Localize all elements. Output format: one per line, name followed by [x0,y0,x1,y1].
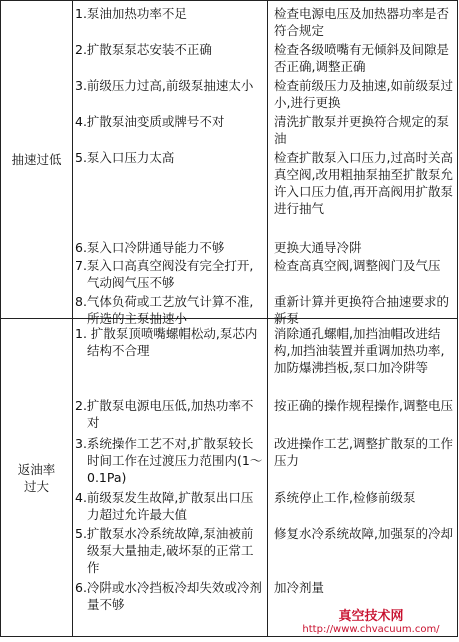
watermark-title: 真空技术网 [338,609,404,624]
remedy-item: 重新计算并更换符合抽速要求的新泵 [274,294,450,326]
remedy-item: 清洗扩散泵并更换符合规定的泵油 [274,114,450,146]
cause-cell [73,1,268,326]
cause-item: 4.前级泵发生故障,扩散泵出口压力超过允许最大值 [75,490,254,522]
remedy-item: 改进操作工艺,调整扩散泵的工作压力 [274,436,453,468]
category-label: 抽速过低 [11,152,62,167]
cause-item: 2.扩散泵电源电压低,加热功率不对 [75,398,254,430]
cause-item: 1. 扩散泵顶喷嘴螺帽松动,泵芯内结构不合理 [75,326,258,358]
table-row-backstreaming [1,319,458,637]
remedy-item: 加冷剂量 [274,580,325,595]
cause-item: 3.系统操作工艺不对,扩散泵较长时间工作在过渡压力范围内(1～0.1Pa) [75,436,263,485]
cause-item: 2.扩散泵泵芯安装不正确 [75,42,212,57]
remedy-cell [268,319,458,637]
cause-item: 6.泵入口冷阱通导能力不够 [75,240,225,255]
cause-item: 5.扩散泵水冷系统故障,泵油被前级泵大量抽走,破坏泵的正常工作 [75,526,254,575]
cause-item: 8.气体负荷或工艺放气计算不准,所选的主泵抽速小 [75,294,254,326]
cause-item: 6.冷阱或水冷挡板冷却失效或冷剂量不够 [75,580,262,612]
category-cell [1,1,73,319]
remedy-item: 按正确的操作规程操作,调整电压 [274,398,453,413]
cause-item: 7.泵入口高真空阀没有完全打开,气动阀气压不够 [75,258,254,290]
cause-item: 5.泵入口压力太高 [75,150,175,165]
remedy-item: 检查各级喷嘴有无倾斜及间隙是否正确,调整正确 [274,42,450,74]
category-cell [1,319,73,637]
table-row-low-speed [1,1,458,319]
cause-item: 1.泵油加热功率不足 [75,6,187,21]
remedy-item: 更换大通导冷阱 [274,240,362,255]
category-label: 返油率过大 [17,461,56,494]
cause-cell [73,319,268,637]
remedy-item: 消除通孔螺帽,加挡油帽改进结构,加挡油装置并重调加热功率,加防爆沸挡板,泵口加冷阱等 [274,326,445,375]
watermark-url: http://www.chvacuum.com/ [291,624,451,636]
remedy-item: 检查前级压力及抽速,如前级泵过小,进行更换 [274,78,453,110]
cause-item: 3.前级压力过高,前级泵抽速太小 [75,78,254,93]
remedy-item: 系统停止工作,检修前级泵 [274,490,416,505]
site-watermark [291,609,451,636]
remedy-cell [268,1,458,326]
remedy-item: 修复水冷系统故障,加强泵的冷却 [274,526,453,541]
remedy-item: 检查高真空阀,调整阀门及气压 [274,258,441,273]
remedy-item: 检查扩散泵入口压力,过高时关高真空阀,改用粗抽泵抽至扩散泵允许入口压力值,再开高阀用扩散泵进行抽气 [274,150,453,216]
remedy-item: 检查电源电压及加热器功率是否符合规定 [274,6,450,38]
cause-item: 4.扩散泵油变质或牌号不对 [75,114,225,129]
